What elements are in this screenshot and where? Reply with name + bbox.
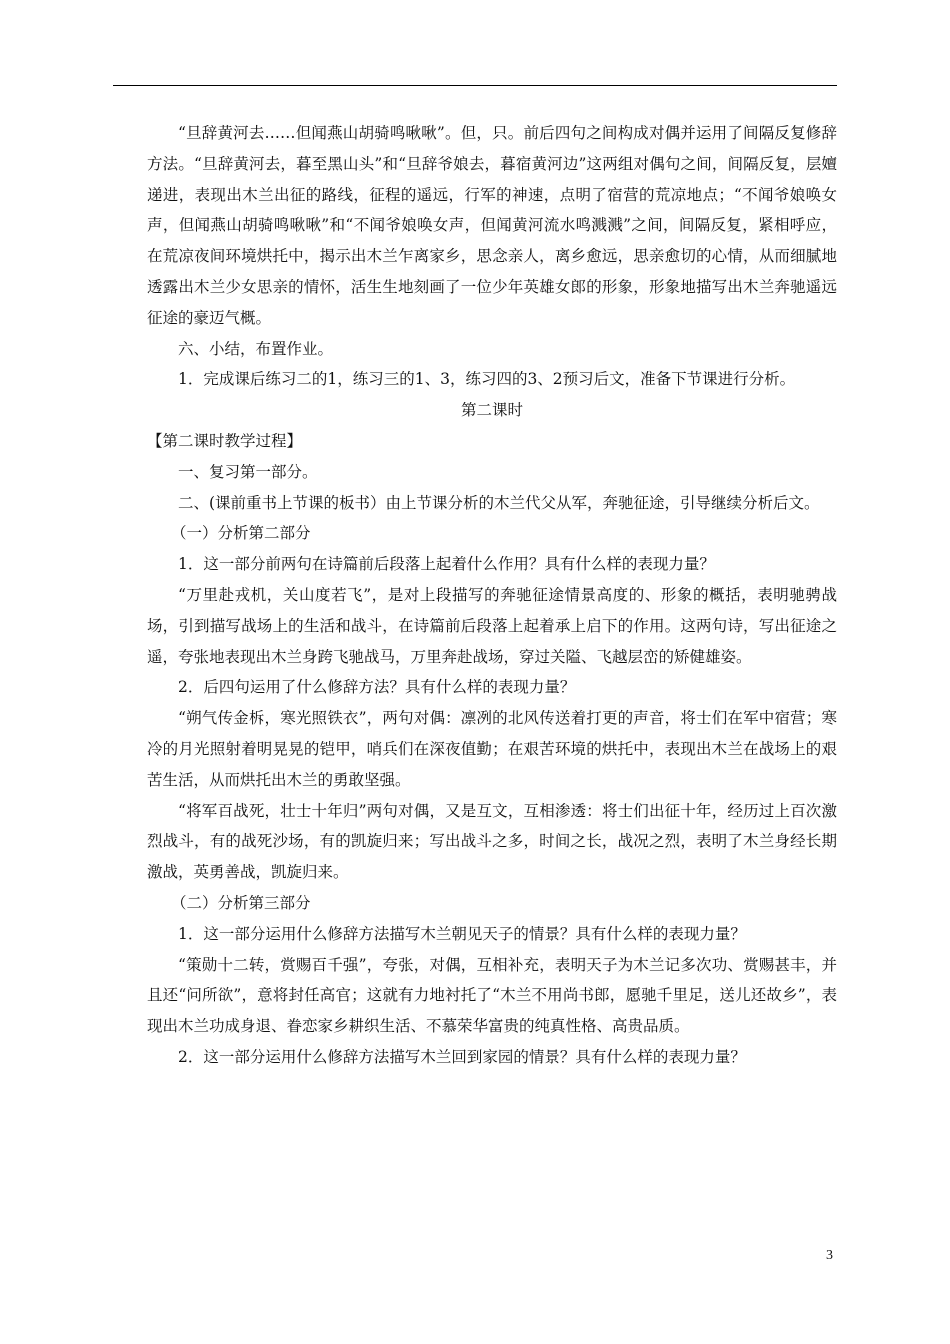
section-heading-summary: 六、小结，布置作业。 (178, 339, 334, 358)
answer-1: “万里赴戎机，关山度若飞”，是对上段描写的奔驰征途情景高度的、形象的概括，表明驰骋战场，引到描写战场上的生活和战斗，在诗篇前后段落上起着承上启下的作用。这两句诗，写出征途之遥，夸张地表现出木兰身跨飞驰战马，万里奔赴战场，穿过关隘、飞越层峦的矫健雄姿。 (147, 585, 837, 666)
page-number: 3 (826, 1248, 833, 1263)
subsection-part-three: （二）分析第三部分 (171, 893, 311, 912)
question-3: 1．这一部分运用什么修辞方法描写木兰朝见天子的情景？具有什么样的表现力量？ (178, 924, 746, 943)
paragraph-rhetoric-analysis: “旦辞黄河去……但闻燕山胡骑鸣啾啾”。但，只。前后四句之间构成对偶并运用了间隔反复修辞方法。“旦辞黄河去，暮至黑山头”和“旦辞爷娘去，暮宿黄河边”这两组对偶句之间，间隔反复，层嬗递进，表现出木兰出征的路线，征程的遥远，行军的神速，点明了宿营的荒凉地点；“不闻爷娘唤女声，但闻燕山胡骑鸣啾啾”和“不闻爷娘唤女声，但闻黄河流水鸣溅溅”之间，间隔反复，紧相呼应，在荒凉夜间环境烘托中，揭示出木兰乍离家乡，思念亲人，离乡愈远，思亲愈切的心情，从而细腻地透露出木兰少女思亲的情怀，活生生地刻画了一位少年英雄女郎的形象，形象地描写出木兰奔驰遥远征途的豪迈气概。 (147, 124, 837, 327)
header-rule (113, 85, 837, 86)
document-body (147, 118, 837, 1073)
homework-item: 1．完成课后练习二的1，练习三的1、3，练习四的3、2预习后文，准备下节课进行分析。 (178, 370, 796, 389)
lesson-title: 第二课时 (460, 401, 523, 420)
question-4: 2．这一部分运用什么修辞方法描写木兰回到家园的情景？具有什么样的表现力量？ (178, 1047, 746, 1066)
answer-3: “策勋十二转，赏赐百千强”，夸张，对偶，互相补充，表明天子为木兰记多次功、赏赐甚丰，并且还“问所欲”，意将封任高官；这就有力地衬托了“木兰不用尚书郎，愿驰千里足，送儿还故乡”，表现出木兰功成身退、眷恋家乡耕织生活、不慕荣华富贵的纯真性格、高贵品质。 (147, 955, 837, 1036)
step-continue: 二、(课前重书上节课的板书）由上节课分析的木兰代父从军，奔驰征途，引导继续分析后文。 (178, 493, 820, 512)
lesson-process-heading: 【第二课时教学过程】 (147, 431, 303, 450)
question-2: 2．后四句运用了什么修辞方法？具有什么样的表现力量？ (178, 678, 576, 697)
step-review: 一、复习第一部分。 (178, 462, 318, 481)
question-1: 1．这一部分前两句在诗篇前后段落上起着什么作用？具有什么样的表现力量？ (178, 555, 715, 574)
answer-2a: “朔气传金柝，寒光照铁衣”，两句对偶：凛冽的北风传送着打更的声音，将士们在军中宿营；寒冷的月光照射着明晃晃的铠甲，哨兵们在深夜值勤；在艰苦环境的烘托中，表现出木兰在战场上的艰苦生活，从而烘托出木兰的勇敢坚强。 (147, 709, 837, 789)
answer-2b: “将军百战死，壮士十年归”两句对偶，又是互文，互相渗透：将士们出征十年，经历过上百次激烈战斗，有的战死沙场，有的凯旋归来；写出战斗之多，时间之长，战况之烈，表明了木兰身经长期激战，英勇善战，凯旋归来。 (147, 801, 837, 882)
subsection-part-two: （一）分析第二部分 (171, 524, 311, 543)
